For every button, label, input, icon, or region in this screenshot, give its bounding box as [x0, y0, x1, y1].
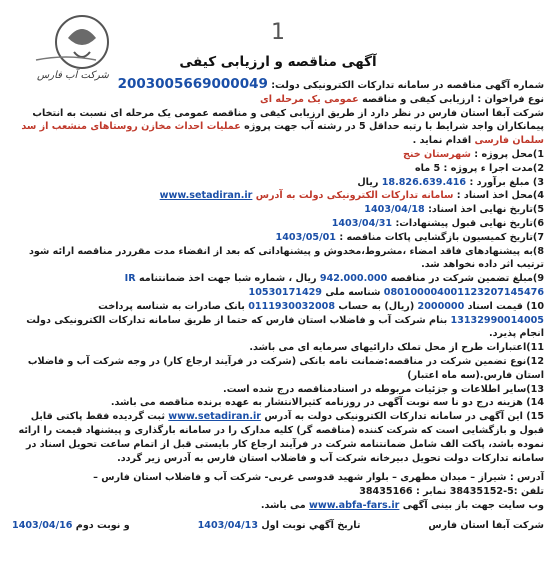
item-8: 8)به پیشنهادهای فاقد امضاء ،مشروط،مخدوش و پیشنهاداتی که بعد از انقضاء مدت مقرردر مناقصه ارائه شود ترتیب اثر داده نخواهد شد.: [28, 245, 544, 271]
footer-row: [12, 519, 544, 533]
footer: [12, 471, 544, 532]
phone: تلفن :5-38435152 نمابر : 38435166: [359, 486, 544, 498]
item-6: 6)تاریخ نهایی قبول پیشنهادات: 1403/04/31: [331, 217, 544, 229]
item-13: 13)سایر اطلاعات و جزئیات مربوطه در اسنادمناقصه درج شده است.: [223, 383, 544, 395]
call-type: نوع فراخوان : ارزیابی کیفی و مناقصه عمومی یک مرحله ای: [260, 93, 544, 105]
item-2: 2)مدت اجرا ء پروژه : 5 ماه: [414, 162, 544, 174]
item-3: 3) مبلغ برآورد : 18.826.639.416 ریال: [357, 176, 544, 188]
intro: شرکت آبفا استان فارس در نظر دارد از طریق ارزیابی کیفی و مناقصه عمومی یک مرحله ای نسبت به انتخاب پیمانکاران واجد شرایط با رتبه حداقل 5 در رشته آب جهت پروژه عملیات احداث مخازن روستاهای منشعب از سد سلمان فارسی اقدام نماید .: [21, 107, 544, 147]
item-11: 11)اعتبارات طرح از محل تملک دارائیهای سرمایه ای می باشد.: [249, 342, 544, 354]
website: وب سایت جهت باز بینی آگهی www.abfa-fars.ir می باشد.: [260, 499, 544, 511]
item-7: 7)تاریخ کمیسیون بازگشایی پاکات مناقصه : 1403/05/01: [275, 231, 544, 243]
item-1: 1)محل پروژه : شهرستان خنج: [402, 148, 544, 160]
setadiran-link-2[interactable]: www.setadiran.ir: [168, 411, 262, 423]
logo-text: شرکت آب فارس: [37, 70, 109, 81]
notice-body: [12, 78, 544, 533]
setadiran-link[interactable]: www.setadiran.ir: [159, 190, 253, 202]
company-name: شرکت آبفا استان فارس: [428, 519, 544, 531]
item-14: 14) هزینه درج دو نا سه نوبت آگهی در روزنامه کثیرالانتشار به عهده برنده مناقصه می باشد.: [110, 397, 544, 409]
item-15: 15) این آگهی در سامانه تدارکات الکترونیکی دولت به آدرس www.setadiran.ir ثبت گردیده فقط پاکتی قابل قبول و بازگشایی است که شرکت کننده (مناقصه گر) کلیه مدارک را در سامانه بارگذاری و پیشنهاد قیمت را ارائه نموده باشد، پاکت الف شامل ضمانتنامه شرکت در فرآیند ارجاع کار بایستی قبل از اتمام ساعت تحویل اسناد در سامانه تدارکات دولت تحویل دبیرخانه شرکت آب و فاضلاب استان فارس به آدرس زیر گردد.: [18, 411, 544, 464]
item-4: 4)محل اخذ اسناد : سامانه تدارکات الکترونیکی دولت به آدرس www.setadiran.ir: [159, 190, 544, 202]
notice-title: آگهی مناقصه و ارزیابی کیفی: [179, 54, 377, 70]
address: آدرس : شیراز – میدان مطهری – بلوار شهید قدوسی غربی- شرکت آب و فاضلاب استان فارس –: [93, 472, 544, 484]
second-date: و نوبت دوم 1403/04/16: [12, 519, 130, 531]
page-number: 1: [271, 20, 285, 45]
item-12: 12)نوع تضمین شرکت در مناقصه:ضمانت نامه بانکی (شرکت در فرآیند ارجاع کار) در وجه شرکت آب و فاضلاب استان فارس.(سه ماه اعتبار): [27, 355, 544, 381]
ref-number: 2003005669000049: [117, 76, 268, 92]
abfa-link[interactable]: www.abfa-fars.ir: [309, 499, 400, 511]
ref-line: شماره آگهی مناقصه در سامانه تدارکات الکترونیکی دولت: 2003005669000049: [117, 76, 544, 92]
first-date: تاریخ آگهي نوبت اول 1403/04/13: [197, 519, 361, 531]
item-9: 9)مبلغ تضمین شرکت در مناقصه 942.000.000 ریال ، شماره شبا جهت اخذ ضمانتنامه IR 080100004001123207145476 شناسه ملی 10530171429: [124, 273, 544, 298]
item-5: 5)تاریخ نهایی اخذ اسناد: 1403/04/18: [364, 204, 544, 216]
item-10: 10) قیمت اسناد 2000000 (ریال) به حساب 0111930032008 بانک صادرات به شناسه پرداخت 13132990014005 بنام شرکت آب و فاضلاب استان فارس که حتما از طریق سامانه تدارکات الکترونیکی دولت انجام پذیرد.: [26, 300, 544, 340]
